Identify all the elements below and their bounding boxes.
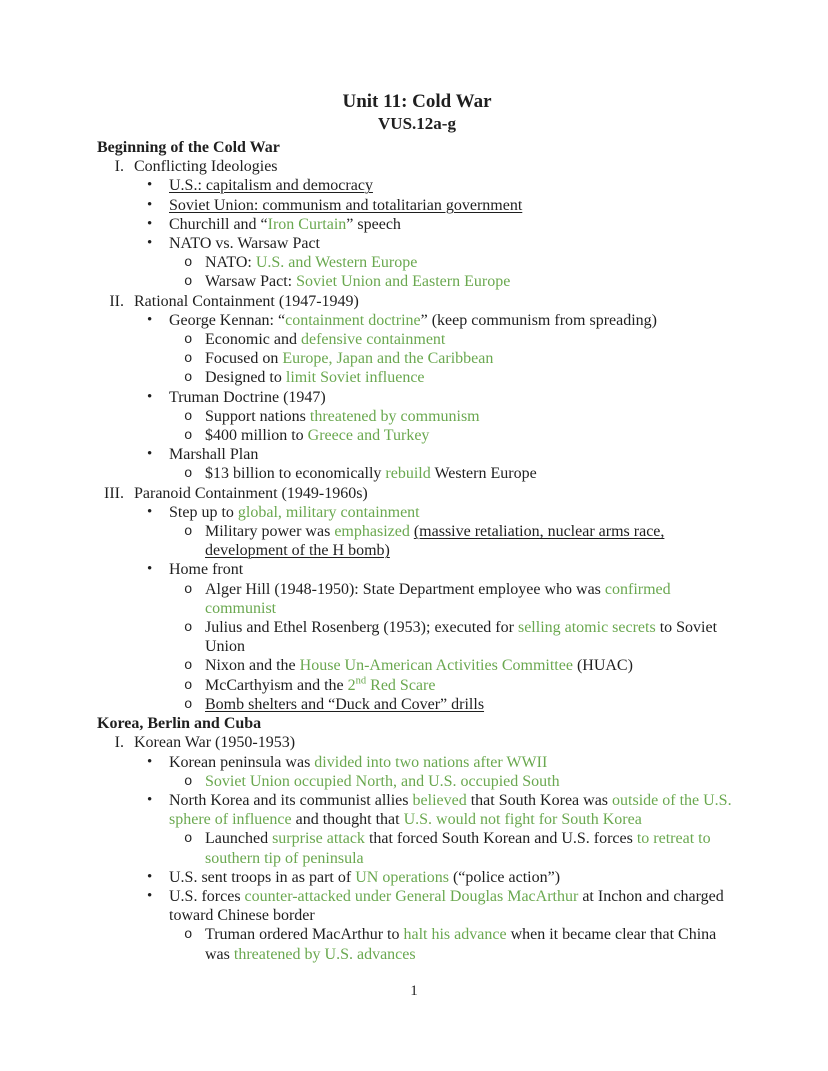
line-text [205,696,484,713]
text-segment: U.S. sent troops in as part of [169,868,356,886]
line-text [169,869,560,886]
roman-numeral-marker: I. [114,734,124,752]
text-segment: UN operations [355,868,449,886]
text-segment: when it became clear that China was [205,926,717,963]
text-segment: Beginning of the Cold War [97,139,280,156]
line-text [205,350,493,367]
line-text [205,926,716,962]
text-segment: Truman Doctrine (1947) [169,388,326,406]
bullet-icon: • [147,196,153,213]
text-segment: Support nations [205,407,310,425]
circle-bullet-icon: o [184,620,193,637]
bullet-icon: • [147,388,153,405]
circle-bullet-icon: o [184,658,193,675]
line-text [205,369,425,386]
doc-line-sub [97,829,737,867]
line-text [205,773,560,790]
doc-line-bullet [97,196,737,215]
text-segment: at Inchon and charged toward Chinese border [169,887,724,925]
bullet-icon: • [147,311,153,328]
doc-line-sub [97,368,737,387]
text-segment: Soviet Union: communism and totalitarian government [169,196,523,214]
text-segment: McCarthyism and the [205,676,348,694]
doc-line-roman [97,733,737,752]
line-text [205,523,664,559]
doc-line-sub [97,618,737,656]
bullet-icon: • [147,215,153,232]
document-subtitle: VUS.12a-g [378,114,456,133]
doc-line-sub [97,925,737,963]
text-segment: Nixon and the [205,657,300,675]
doc-line-bullet [97,311,737,330]
line-text [169,177,373,194]
circle-bullet-icon: o [184,524,193,541]
doc-line-roman [97,484,737,503]
text-segment: Economic and [205,331,301,349]
text-segment: $13 billion to economically [205,465,386,483]
text-segment: Launched [205,830,273,848]
text-segment: to retreat to southern tip of peninsula [205,830,711,867]
circle-bullet-icon: o [184,581,193,598]
text-segment: nd [355,675,367,687]
line-text [169,504,420,521]
doc-line-sub [97,464,737,483]
circle-bullet-icon: o [184,370,193,387]
text-segment: Designed to [205,369,286,387]
text-segment: divided into two nations after WWII [314,753,548,771]
doc-line-bullet [97,791,737,829]
text-segment: George Kennan: “ [169,311,286,329]
doc-line-bullet [97,215,737,234]
text-segment: that South Korea was [466,791,613,809]
text-segment: NATO: [205,254,256,272]
line-text [205,619,717,655]
roman-numeral-marker: II. [109,292,124,310]
doc-line-roman [97,157,737,176]
doc-line-bullet [97,868,737,887]
text-segment: Soviet Union and Eastern Europe [296,273,511,291]
doc-line-sub [97,656,737,675]
line-text [134,734,295,751]
text-segment: Bomb shelters and “Duck and Cover” drills [205,695,485,713]
doc-line-sub [97,695,737,714]
line-text [205,331,445,348]
text-segment: Korean peninsula was [169,753,315,771]
text-segment: halt his advance [403,926,507,944]
line-text [169,312,657,329]
bullet-icon: • [147,235,153,252]
line-text [169,216,401,233]
text-segment: Soviet Union occupied North, and U.S. occupied South [205,772,560,790]
circle-bullet-icon: o [184,255,193,272]
text-segment: (“police action”) [448,868,561,886]
line-text [169,888,724,924]
text-segment: North Korea and its communist allies [169,791,413,809]
line-text [205,273,510,290]
text-segment: selling atomic secrets [517,619,656,637]
line-text [97,139,280,156]
roman-numeral-marker: III. [104,484,124,502]
text-segment: Greece and Turkey [307,427,430,445]
circle-bullet-icon: o [184,332,193,349]
doc-line-sub [97,330,737,349]
text-segment: containment doctrine [285,311,421,329]
text-segment: that forced South Korean and U.S. forces [364,830,637,848]
doc-line-sub [97,349,737,368]
document-body [97,138,737,964]
circle-bullet-icon: o [184,408,193,425]
line-text [205,408,480,425]
doc-line-sub [97,772,737,791]
line-text [134,293,359,310]
bullet-icon: • [147,868,153,885]
bullet-icon: • [147,503,153,520]
bullet-icon: • [147,446,153,463]
circle-bullet-icon: o [184,773,193,790]
text-segment: Focused on [205,350,283,368]
text-segment: Home front [169,561,244,579]
text-segment: limit Soviet influence [285,369,425,387]
doc-line-bullet [97,887,737,925]
roman-numeral-marker: I. [114,158,124,176]
text-segment: Alger Hill (1948-1950): State Department employee who was [205,580,605,598]
text-segment: Churchill and “ [169,215,268,233]
doc-line-sub [97,426,737,445]
text-segment: Europe, Japan and the Caribbean [282,350,494,368]
text-segment: U.S.: capitalism and democracy [169,177,373,195]
text-segment: believed [412,791,467,809]
bullet-icon: • [147,753,153,770]
line-text [169,754,547,771]
text-segment: emphasized [334,523,410,541]
text-segment: House Un-American Activities Committee [299,657,573,675]
doc-line-bullet [97,503,737,522]
doc-line-bullet [97,388,737,407]
bullet-icon: • [147,887,153,904]
text-segment: counter-attacked under General Douglas MacArthur [244,887,579,905]
bullet-icon: • [147,561,153,578]
line-text [169,561,243,578]
text-segment: Red Scare [366,676,436,694]
circle-bullet-icon: o [184,677,193,694]
text-segment: (HUAC) [572,657,633,675]
text-segment: Korea, Berlin and Cuba [97,715,262,733]
doc-line-heading [97,138,737,157]
doc-line-heading [97,714,737,733]
line-text [169,446,258,463]
line-text [205,830,711,866]
doc-line-sub [97,676,737,695]
line-text [169,235,320,252]
text-segment: to Soviet Union [205,619,718,656]
doc-line-bullet [97,176,737,195]
circle-bullet-icon: o [184,831,193,848]
doc-line-sub [97,407,737,426]
text-segment: U.S. would not fight for South Korea [403,811,642,829]
line-text [205,427,429,444]
text-segment: global, military containment [237,503,420,521]
text-segment: Warsaw Pact: [205,273,297,291]
text-segment: confirmed communist [205,580,671,617]
text-segment: Iron Curtain [267,215,347,233]
line-text [205,677,435,694]
doc-line-sub [97,580,737,618]
line-text [169,389,326,406]
text-segment: Julius and Ethel Rosenberg (1953); executed for [205,619,518,637]
text-segment: and thought that [291,811,404,829]
text-segment: NATO vs. Warsaw Pact [169,235,320,253]
circle-bullet-icon: o [184,696,193,713]
line-text [134,485,368,502]
text-segment: Paranoid Containment (1949-1960s) [134,484,368,502]
doc-line-bullet [97,560,737,579]
circle-bullet-icon: o [184,274,193,291]
doc-line-bullet [97,445,737,464]
line-text [205,254,417,271]
text-segment: Western Europe [430,465,537,483]
circle-bullet-icon: o [184,428,193,445]
document-title: Unit 11: Cold War [342,91,492,112]
line-text [205,465,537,482]
circle-bullet-icon: o [184,927,193,944]
text-segment: defensive containment [300,331,446,349]
text-segment: 2 [347,676,356,694]
line-text [134,158,278,175]
doc-line-bullet [97,753,737,772]
line-text [169,792,732,828]
text-segment: Korean War (1950-1953) [134,734,296,752]
text-segment: Rational Containment (1947-1949) [134,292,359,310]
line-text [97,715,261,732]
text-segment: ” speech [346,215,401,233]
line-text [205,581,671,617]
text-segment: threatened by U.S. advances [233,945,416,963]
doc-line-sub [97,253,737,272]
doc-line-sub [97,272,737,291]
doc-line-roman [97,292,737,311]
text-segment: $400 million to [205,427,308,445]
circle-bullet-icon: o [184,351,193,368]
line-text [205,657,633,674]
doc-line-bullet [97,234,737,253]
text-segment: U.S. forces [169,887,245,905]
text-segment: ” (keep communism from spreading) [420,311,657,329]
line-text [169,197,522,214]
page-number: 1 [410,983,418,999]
text-segment: U.S. and Western Europe [255,254,418,272]
circle-bullet-icon: o [184,466,193,483]
text-segment: threatened by communism [309,407,480,425]
text-segment: (massive retaliation, nuclear arms race, development of the H bomb) [205,523,665,560]
doc-line-sub [97,522,737,560]
text-segment: Conflicting Ideologies [134,158,278,176]
text-segment: Truman ordered MacArthur to [205,926,404,944]
bullet-icon: • [147,791,153,808]
text-segment: Step up to [169,503,238,521]
text-segment: surprise attack [272,830,365,848]
text-segment: rebuild [385,465,431,483]
text-segment: Marshall Plan [169,446,259,464]
bullet-icon: • [147,177,153,194]
document-content [97,90,737,964]
text-segment: outside of the U.S. sphere of influence [169,791,732,829]
text-segment: Military power was [205,523,335,541]
